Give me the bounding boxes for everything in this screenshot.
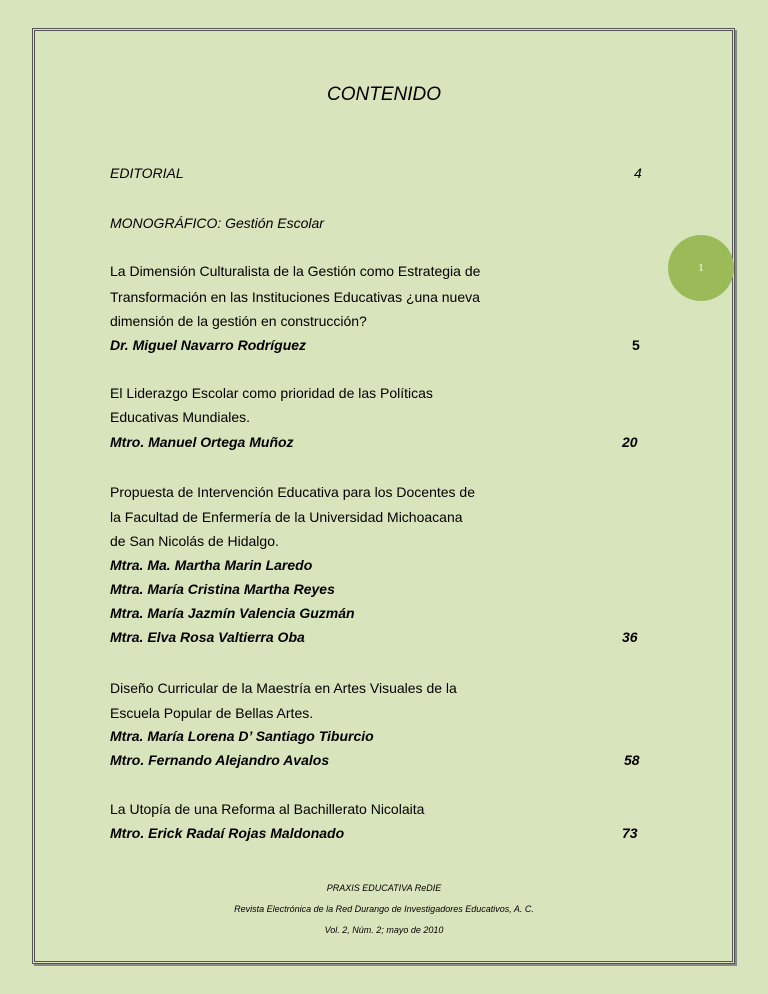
article-author: Mtro. Erick Radaí Rojas Maldonado xyxy=(110,825,345,841)
article-page: 5 xyxy=(632,337,640,353)
article-author: Mtra. Elva Rosa Valtierra Oba xyxy=(110,629,305,645)
article-title-line: de San Nicolás de Hidalgo. xyxy=(110,533,279,549)
article-author: Mtra. María Cristina Martha Reyes xyxy=(110,581,335,597)
article-page: 20 xyxy=(622,434,638,450)
article-title-line: La Dimensión Culturalista de la Gestión como Estrategia de xyxy=(110,263,481,279)
article-title-line: la Facultad de Enfermería de la Universidad Michoacana xyxy=(110,509,463,525)
article-title-line: Diseño Curricular de la Maestría en Artes Visuales de la xyxy=(110,680,457,696)
article-title-line: dimensión de la gestión en construcción? xyxy=(110,313,367,329)
article-author: Mtra. María Jazmín Valencia Guzmán xyxy=(110,605,355,621)
article-page: 36 xyxy=(622,629,638,645)
footer-journal-name: PRAXIS EDUCATIVA ReDIE xyxy=(326,883,442,893)
article-title-line: Transformación en las Instituciones Educativas ¿una nueva xyxy=(110,289,480,305)
editorial-label: EDITORIAL xyxy=(110,165,184,181)
article-title-line: El Liderazgo Escolar como prioridad de las Políticas xyxy=(110,385,433,401)
page-number-badge: 1 xyxy=(668,235,734,301)
article-title-line: Propuesta de Intervención Educativa para los Docentes de xyxy=(110,484,476,500)
editorial-page: 4 xyxy=(634,165,642,181)
article-page: 73 xyxy=(622,825,638,841)
article-title-line: Educativas Mundiales. xyxy=(110,409,251,425)
article-title-line: La Utopía de una Reforma al Bachillerato Nicolaita xyxy=(110,801,425,817)
article-page: 58 xyxy=(624,752,640,768)
article-author: Mtra. María Lorena D’ Santiago Tiburcio xyxy=(110,728,374,744)
article-author: Mtra. Ma. Martha Marin Laredo xyxy=(110,557,313,573)
article-author: Mtro. Fernando Alejandro Avalos xyxy=(110,752,330,768)
page-title: CONTENIDO xyxy=(327,84,441,105)
footer-volume: Vol. 2, Núm. 2; mayo de 2010 xyxy=(324,925,444,935)
footer-publisher: Revista Electrónica de la Red Durango de Investigadores Educativos, A. C. xyxy=(234,904,534,914)
article-title-line: Escuela Popular de Bellas Artes. xyxy=(110,705,314,721)
section-heading: MONOGRÁFICO: Gestión Escolar xyxy=(110,215,324,231)
article-author: Dr. Miguel Navarro Rodríguez xyxy=(110,337,307,353)
article-author: Mtro. Manuel Ortega Muñoz xyxy=(110,434,294,450)
